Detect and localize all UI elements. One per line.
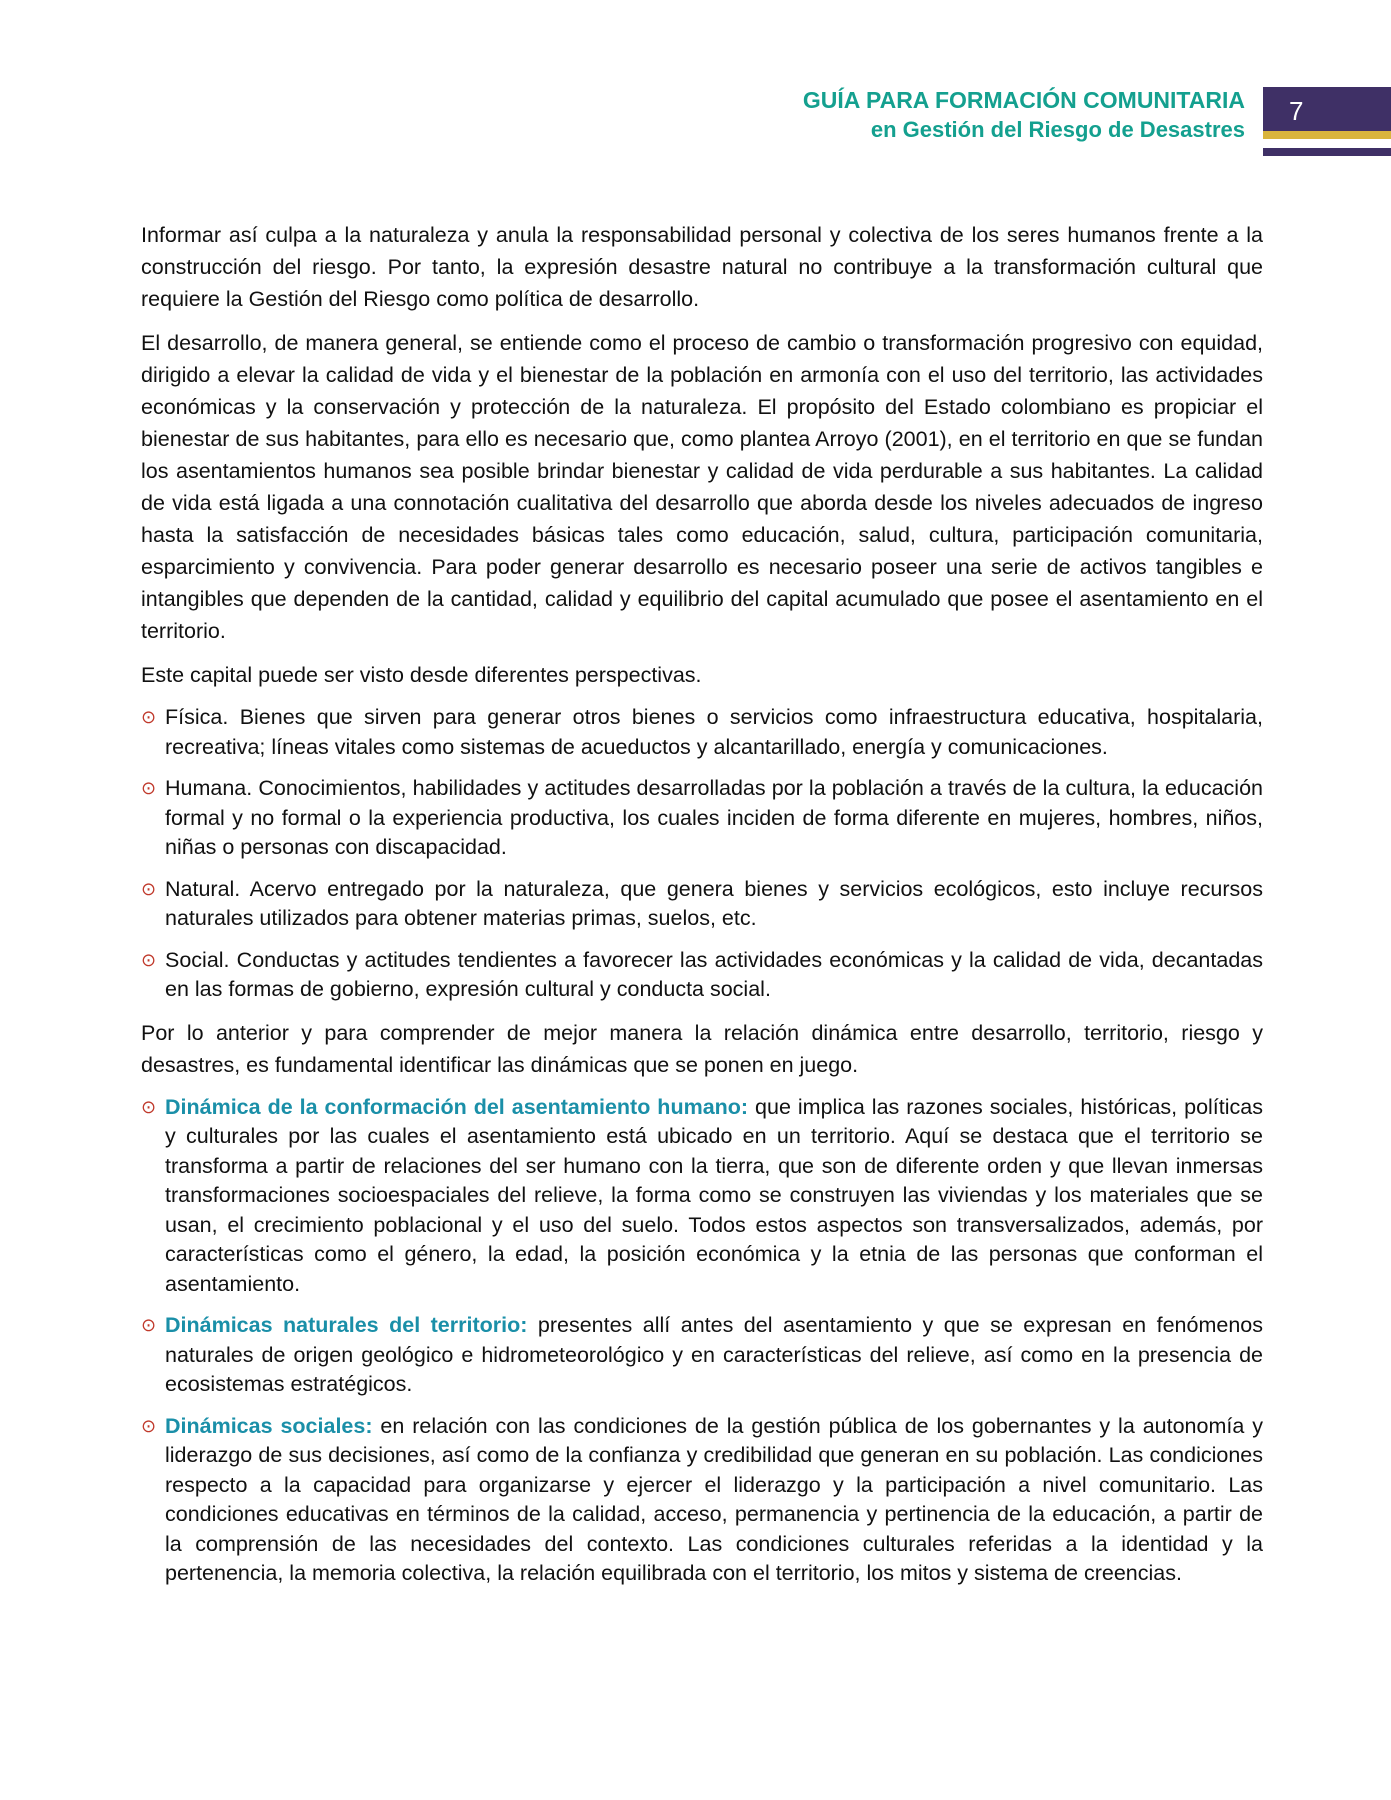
header-subtitle: en Gestión del Riesgo de Desastres [870,117,1245,142]
bullet-icon: ⊙ [141,1096,157,1117]
paragraph: Por lo anterior y para comprender de mejor manera la relación dinámica entre desarrollo, territorio, riesgo y desastres, es fundamental identificar las dinámicas que se ponen en juego. [141,1020,1263,1077]
list-item: ⊙ Física. Bienes que sirven para generar otros bienes o servicios como infraestructura educativa, hospitalaria, recreativa; líneas vitales como sistemas de acueductos y alcantarillado, energía y comunicaciones. [141,703,1263,762]
paragraph: Este capital puede ser visto desde diferentes perspectivas. [141,663,702,687]
list-item: ⊙ Dinámica de la conformación del asentamiento humano: que implica las razones sociales, históricas, políticas y culturales por las cuales el asentamiento está ubicado en un territorio. Aquí se destaca que el territorio se transforma a partir de relaciones del ser humano con la tierra, que son de diferente orden y que llevan inmersas transformaciones socioespaciales del relieve, la forma como se construyen las viviendas y los materiales que se usan, el crecimiento poblacional y el uso del suelo. Todos estos aspectos son transversalizados, además, por características como el género, la edad, la posición económica y la etnia de las personas que conforman el asentamiento. [141,1093,1263,1300]
page-number: 7 [1263,87,1391,135]
bullet-icon: ⊙ [141,1415,157,1436]
list-item: ⊙ Natural. Acervo entregado por la naturaleza, que genera bienes y servicios ecológicos, esto incluye recursos naturales utilizados para obtener materias primas, suelos, etc. [141,875,1263,934]
list-item: ⊙ Dinámicas sociales: en relación con las condiciones de la gestión pública de los gobernantes y la autonomía y liderazgo de sus decisiones, así como de la confianza y credibilidad que generan en su población. Las condiciones respecto a la capacidad para organizarse y ejercer el liderazgo y la participación a nivel comunitario. Las condiciones educativas en términos de la calidad, acceso, permanencia y pertinencia de la educación, a partir de la comprensión de las necesidades del contexto. Las condiciones culturales referidas a la identidad y la pertenencia, la memoria colectiva, la relación equilibrada con el territorio, los mitos y sistema de creencias. [141,1412,1263,1589]
paragraph: Informar así culpa a la naturaleza y anula la responsabilidad personal y colectiva de los seres humanos frente a la construcción del riesgo. Por tanto, la expresión desastre natural no contribuye a la transformación cultural que requiere la Gestión del Riesgo como política de desarrollo. [141,223,1263,311]
paragraph: El desarrollo, de manera general, se entiende como el proceso de cambio o transformación progresivo con equidad, dirigido a elevar la calidad de vida y el bienestar de la población en armonía con el uso del territorio, las actividades económicas y la conservación y protección de la naturaleza. El propósito del Estado colombiano es propiciar el bienestar de sus habitantes, para ello es necesario que, como plantea Arroyo (2001), en el territorio en que se fundan los asentamientos humanos sea posible brindar bienestar y calidad de vida perdurable a sus habitantes. La calidad de vida está ligada a una connotación cualitativa del desarrollo que aborda desde los niveles adecuados de ingreso hasta la satisfacción de necesidades básicas tales como educación, salud, cultura, participación comunitaria, esparcimiento y convivencia. Para poder generar desarrollo es necesario poseer una serie de activos tangibles e intangibles que dependen de la cantidad, calidad y equilibrio del capital acumulado que posee el asentamiento en el territorio. [141,331,1263,643]
list-item: ⊙ Humana. Conocimientos, habilidades y actitudes desarrolladas por la población a través de la cultura, la educación formal y no formal o la experiencia productiva, los cuales inciden de forma diferente en mujeres, hombres, niños, niñas o personas con discapacidad. [141,774,1263,863]
bullet-icon: ⊙ [141,778,157,798]
list-item: ⊙ Dinámicas naturales del territorio: presentes allí antes del asentamiento y que se expresan en fenómenos naturales de origen geológico e hidrometeorológico y en características del relieve, así como en la presencia de ecosistemas estratégicos. [141,1311,1263,1400]
list-item: ⊙ Social. Conductas y actitudes tendientes a favorecer las actividades económicas y la calidad de vida, decantadas en las formas de gobierno, expresión cultural y conducta social. [141,946,1263,1005]
body-text [141,219,1263,1601]
header-title: GUÍA PARA FORMACIÓN COMUNITARIA [802,87,1245,113]
purple-stripe [1263,148,1391,156]
term: Dinámicas naturales del territorio: [165,1313,528,1337]
running-header [803,86,1245,144]
term: Dinámica de la conformación del asentamiento humano: [165,1094,749,1119]
bullet-icon: ⊙ [141,949,157,970]
bullet-icon: ⊙ [141,707,157,727]
term: Dinámicas sociales: [165,1413,373,1438]
bullet-icon: ⊙ [141,1315,157,1335]
bullet-icon: ⊙ [141,878,157,899]
gold-stripe [1263,131,1391,139]
